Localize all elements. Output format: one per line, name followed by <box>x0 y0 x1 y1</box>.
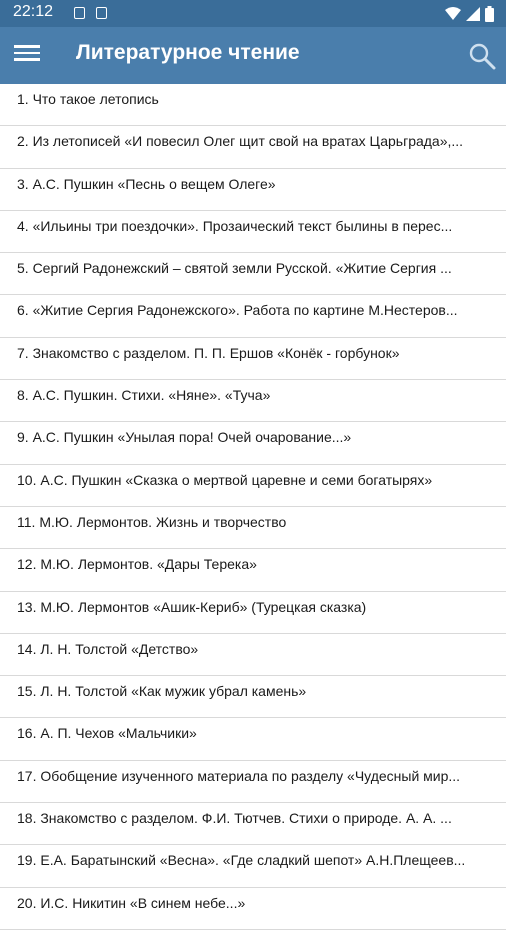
list-item[interactable]: 14. Л. Н. Толстой «Детство» <box>0 634 506 676</box>
list-item[interactable]: 13. М.Ю. Лермонтов «Ашик-Кериб» (Турецкая сказка) <box>0 592 506 634</box>
app-bar <box>0 27 506 84</box>
list-item[interactable]: 10. А.С. Пушкин «Сказка о мертвой царевне и семи богатырях» <box>0 465 506 507</box>
list-item[interactable]: 5. Сергий Радонежский – святой земли Русской. «Житие Сергия ... <box>0 253 506 295</box>
list-item[interactable]: 9. А.С. Пушкин «Унылая пора! Очей очарование...» <box>0 422 506 464</box>
list-item[interactable]: 17. Обобщение изученного материала по разделу «Чудесный мир... <box>0 761 506 803</box>
list-item[interactable]: 20. И.С. Никитин «В синем небе...» <box>0 888 506 930</box>
list-item[interactable]: 3. А.С. Пушкин «Песнь о вещем Олеге» <box>0 169 506 211</box>
lesson-list <box>0 84 506 930</box>
list-item[interactable]: 1. Что такое летопись <box>0 84 506 126</box>
list-item[interactable]: 2. Из летописей «И повесил Олег щит свой на вратах Царьграда»,... <box>0 126 506 168</box>
list-item[interactable]: 19. Е.А. Баратынский «Весна». «Где сладкий шепот» А.Н.Плещеев... <box>0 845 506 887</box>
list-item[interactable]: 4. «Ильины три поездочки». Прозаический текст былины в перес... <box>0 211 506 253</box>
list-item[interactable]: 8. А.С. Пушкин. Стихи. «Няне». «Туча» <box>0 380 506 422</box>
list-item[interactable]: 11. М.Ю. Лермонтов. Жизнь и творчество <box>0 507 506 549</box>
list-item[interactable]: 7. Знакомство с разделом. П. П. Ершов «Конёк - горбунок» <box>0 338 506 380</box>
list-item[interactable]: 12. М.Ю. Лермонтов. «Дары Терека» <box>0 549 506 591</box>
status-time: 22:12 <box>13 3 54 20</box>
status-bar <box>0 0 506 27</box>
app-title: Литературное чтение <box>76 41 300 64</box>
status-right <box>445 4 494 24</box>
list-item[interactable]: 16. А. П. Чехов «Мальчики» <box>0 718 506 760</box>
wifi-icon <box>445 7 461 21</box>
list-item[interactable]: 6. «Житие Сергия Радонежского». Работа по картине М.Нестеров... <box>0 295 506 337</box>
list-item[interactable]: 15. Л. Н. Толстой «Как мужик убрал камень» <box>0 676 506 718</box>
image-icon <box>74 7 85 19</box>
download-icon <box>96 7 107 19</box>
list-item[interactable]: 18. Знакомство с разделом. Ф.И. Тютчев. Стихи о природе. А. А. ... <box>0 803 506 845</box>
hamburger-menu-icon[interactable] <box>14 41 40 67</box>
battery-icon <box>485 6 494 22</box>
signal-icon <box>466 7 480 21</box>
search-icon[interactable] <box>468 42 496 70</box>
